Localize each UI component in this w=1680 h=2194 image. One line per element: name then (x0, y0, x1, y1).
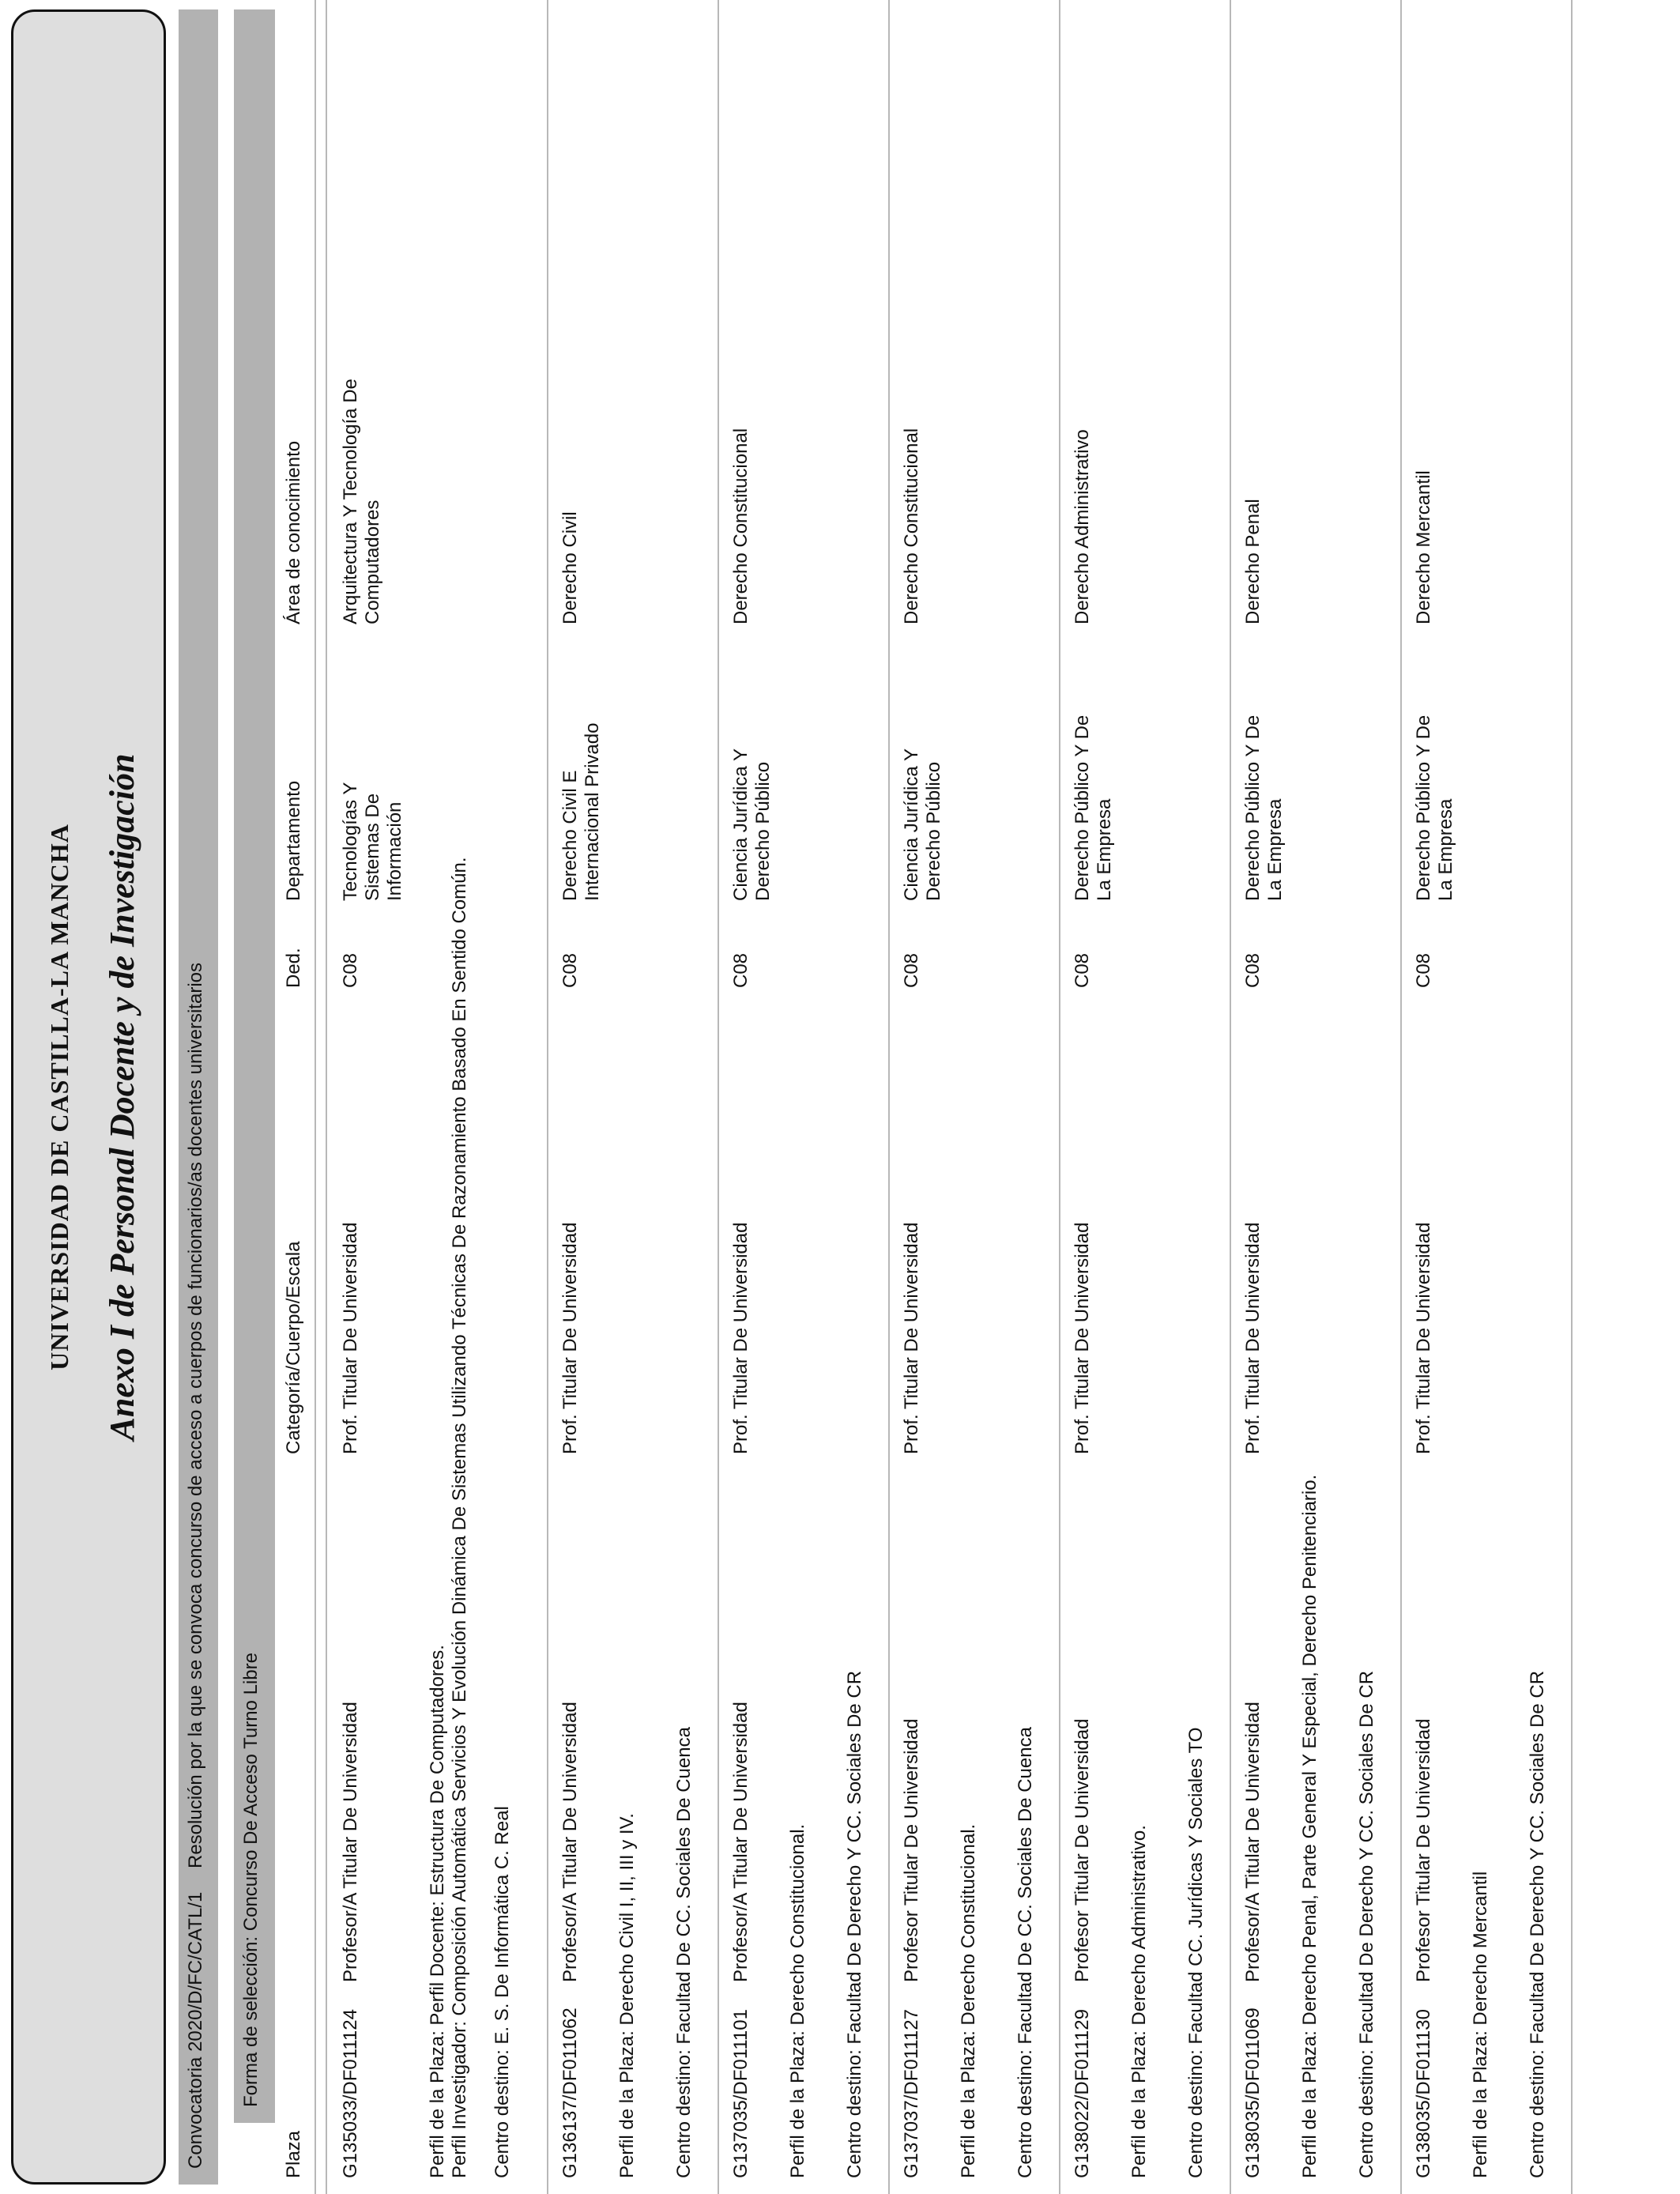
selection-form-band (234, 9, 275, 2123)
plaza-perfil: Perfil de la Plaza: Perfil Docente: Estructura De Computadores. (427, 1645, 448, 2178)
row-divider (547, 0, 548, 2194)
plaza-departamento: Derecho Público (923, 761, 944, 901)
plaza-ded: C08 (1413, 952, 1434, 988)
plaza-departamento: Derecho Público Y De (1072, 714, 1093, 901)
plaza-departamento: Derecho Público Y De (1413, 714, 1434, 901)
plaza-title: Profesor/A Titular De Universidad (730, 1702, 751, 1982)
col-header-plaza: Plaza (283, 2130, 304, 2178)
plaza-categoria: Prof. Titular De Universidad (340, 1222, 361, 1454)
plaza-code: G137035/DF011101 (730, 2009, 751, 2178)
col-header-ded: Ded. (283, 948, 304, 988)
plaza-categoria: Prof. Titular De Universidad (901, 1222, 922, 1454)
plaza-area: Derecho Administrativo (1072, 429, 1093, 624)
university-name: UNIVERSIDAD DE CASTILLA-LA MANCHA (45, 824, 73, 1370)
plaza-centro: Centro destino: Facultad De Derecho Y CC. Sociales De CR (844, 1670, 865, 2178)
plaza-area: Derecho Mercantil (1413, 470, 1434, 624)
plaza-perfil: Perfil de la Plaza: Derecho Constitucional. (787, 1823, 808, 2178)
plaza-perfil: Perfil de la Plaza: Derecho Penal, Parte General Y Especial, Derecho Penitenciario. (1299, 1474, 1320, 2178)
plaza-title: Profesor Titular De Universidad (1413, 1718, 1434, 1982)
plaza-title: Profesor/A Titular De Universidad (1242, 1702, 1264, 1982)
plaza-code: G138035/DF011130 (1413, 2009, 1434, 2178)
plaza-ded: C08 (901, 952, 922, 988)
plaza-departamento: Ciencia Jurídica Y (730, 748, 751, 901)
convocatoria-code: Convocatoria 2020/D/FC/CATL/1 (185, 1891, 206, 2169)
plaza-ded: C08 (340, 952, 361, 988)
col-header-categoria: Categoría/Cuerpo/Escala (283, 1241, 304, 1454)
convocatoria-resolution: Resolución por la que se convoca concurso de acceso a cuerpos de funcionarios/as docentes universitarios (185, 963, 206, 1868)
plaza-departamento: Tecnologías Y (340, 782, 361, 901)
row-divider (326, 0, 327, 2194)
plaza-departamento: Información (384, 801, 405, 901)
plaza-code: G138022/DF011129 (1072, 2009, 1093, 2178)
annex-title: Anexo I de Personal Docente y de Investigación (103, 753, 141, 1441)
plaza-ded: C08 (1242, 952, 1264, 988)
plaza-departamento: Derecho Público Y De (1242, 714, 1264, 901)
plaza-categoria: Prof. Titular De Universidad (559, 1222, 581, 1454)
row-divider (888, 0, 890, 2194)
plaza-title: Profesor Titular De Universidad (901, 1718, 922, 1982)
plaza-departamento: Internacional Privado (582, 722, 603, 901)
plaza-departamento: La Empresa (1264, 798, 1286, 901)
plaza-categoria: Prof. Titular De Universidad (730, 1222, 751, 1454)
plaza-departamento: Sistemas De (362, 793, 383, 901)
plaza-departamento: Derecho Civil E (559, 770, 581, 901)
table-divider (315, 0, 316, 2194)
plaza-area: Arquitectura Y Tecnología De (340, 379, 361, 624)
plaza-departamento: La Empresa (1094, 798, 1115, 901)
plaza-centro: Centro destino: Facultad De CC. Sociales De Cuenca (673, 1727, 695, 2178)
plaza-title: Profesor/A Titular De Universidad (340, 1702, 361, 1982)
plaza-code: G136137/DF011062 (559, 2007, 581, 2178)
row-divider (1059, 0, 1060, 2194)
plaza-area: Derecho Civil (559, 511, 581, 624)
plaza-code: G138035/DF011069 (1242, 2007, 1264, 2178)
row-divider (1230, 0, 1231, 2194)
plaza-perfil: Perfil de la Plaza: Derecho Mercantil (1470, 1871, 1491, 2178)
plaza-area: Derecho Constitucional (901, 428, 922, 624)
plaza-centro: Centro destino: E. S. De Informática C. Real (492, 1806, 513, 2178)
plaza-perfil: Perfil de la Plaza: Derecho Administrativo. (1128, 1825, 1150, 2178)
selection-form: Forma de selección: Concurso De Acceso Turno Libre (240, 1653, 262, 2107)
plaza-centro: Centro destino: Facultad CC. Jurídicas Y Sociales TO (1185, 1727, 1207, 2178)
row-divider (1571, 0, 1573, 2194)
plaza-ded: C08 (559, 952, 581, 988)
col-header-departamento: Departamento (283, 780, 304, 901)
plaza-centro: Centro destino: Facultad De Derecho Y CC. Sociales De CR (1356, 1670, 1377, 2178)
plaza-centro: Centro destino: Facultad De CC. Sociales De Cuenca (1015, 1727, 1036, 2178)
plaza-title: Profesor/A Titular De Universidad (559, 1702, 581, 1982)
plaza-departamento: Ciencia Jurídica Y (901, 748, 922, 901)
plaza-perfil: Perfil Investigador: Composición Automática Servicios Y Evolución Dinámica De Sistemas Utilizando Técnicas De Razonamiento Basado En Sentido Común. (449, 857, 470, 2178)
convocatoria-band (179, 9, 218, 2185)
plaza-area: Derecho Constitucional (730, 428, 751, 624)
plaza-title: Profesor Titular De Universidad (1072, 1718, 1093, 1982)
plaza-categoria: Prof. Titular De Universidad (1413, 1222, 1434, 1454)
plaza-categoria: Prof. Titular De Universidad (1242, 1222, 1264, 1454)
row-divider (1400, 0, 1402, 2194)
plaza-ded: C08 (730, 952, 751, 988)
plaza-ded: C08 (1072, 952, 1093, 988)
plaza-departamento: Derecho Público (752, 761, 774, 901)
plaza-categoria: Prof. Titular De Universidad (1072, 1222, 1093, 1454)
plaza-perfil: Perfil de la Plaza: Derecho Civil I, II, III y IV. (616, 1813, 638, 2178)
plaza-area: Computadores (362, 499, 383, 624)
plaza-area: Derecho Penal (1242, 499, 1264, 624)
plaza-code: G135033/DF011124 (340, 2009, 361, 2178)
title-box (11, 9, 166, 2185)
plaza-centro: Centro destino: Facultad De Derecho Y CC. Sociales De CR (1527, 1670, 1548, 2178)
plaza-departamento: La Empresa (1435, 798, 1456, 901)
row-divider (718, 0, 719, 2194)
plaza-perfil: Perfil de la Plaza: Derecho Constitucional. (958, 1823, 979, 2178)
plaza-code: G137037/DF011127 (901, 2009, 922, 2178)
col-header-area: Área de conocimiento (283, 440, 304, 624)
